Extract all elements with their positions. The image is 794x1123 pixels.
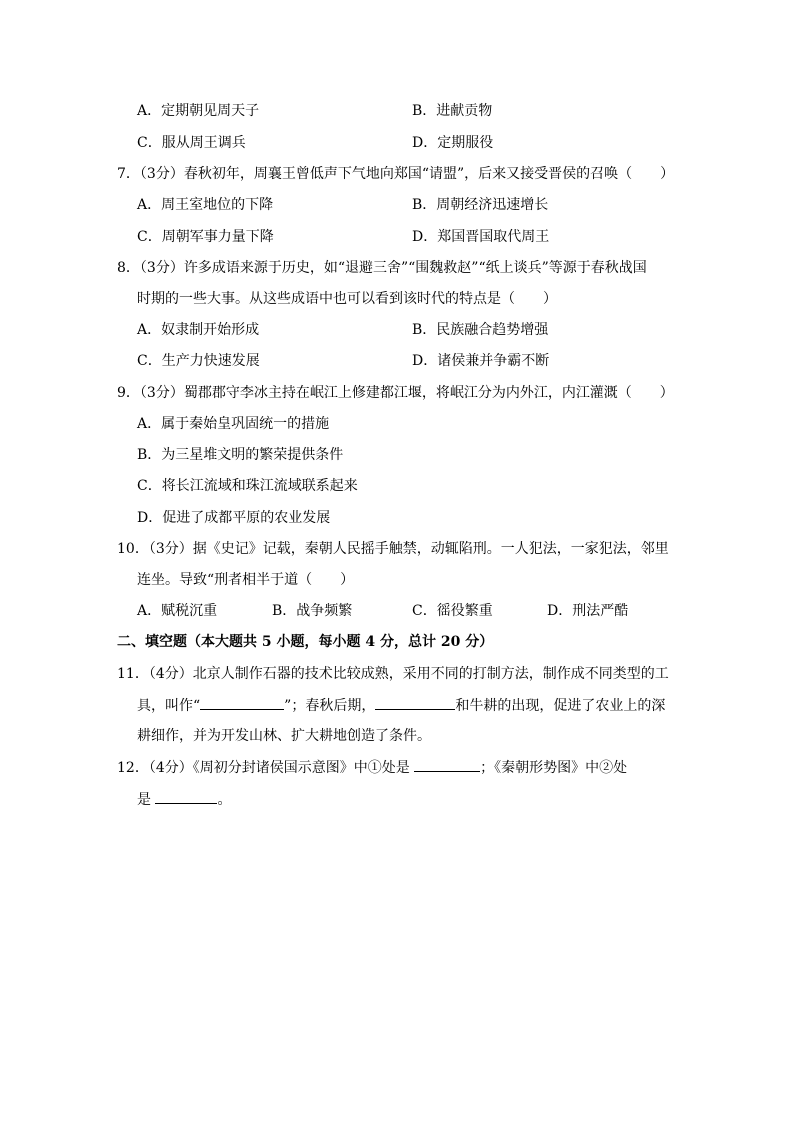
q10-option-a: A．赋税沉重	[137, 603, 218, 619]
q11-stem-line-1: 11．（4分）北京人制作石器的技术比较成熟，采用不同的打制方法，制作成不同类型的工	[117, 666, 669, 682]
q10-stem-line-1: 10．（3分）据《史记》记载，秦朝人民摇手触禁，动辄陷刑。一人犯法，一家犯法，邻里	[117, 541, 669, 557]
q6-option-d: D．定期服役	[412, 135, 494, 151]
q6-option-c: C．服从周王调兵	[137, 135, 246, 151]
q12-stem-line-1	[117, 757, 627, 778]
q7-option-b: B．周朝经济迅速增长	[412, 197, 549, 213]
q12-text-part-3: 是	[137, 792, 156, 808]
q12-text-part-2: ；《秦朝形势图》中②处	[480, 760, 628, 776]
q8-stem-line-1: 8．（3分）许多成语来源于历史，如“退避三舍”“围魏救赵”“纸上谈兵”等源于春秋战国	[117, 260, 647, 276]
q6-option-b: B．进献贡物	[412, 103, 493, 119]
q11-stem-line-3: 耕细作，并为开发山林、扩大耕地创造了条件。	[137, 728, 431, 744]
q10-option-c: C．徭役繁重	[412, 603, 493, 619]
q11-blank-2[interactable]	[375, 695, 455, 710]
q6-option-a: A．定期朝见周天子	[137, 103, 260, 119]
q8-option-a: A．奴隶制开始形成	[137, 322, 260, 338]
q11-text-part-3: 和牛耕的出现，促进了农业上的深	[455, 698, 666, 714]
q9-stem: 9．（3分）蜀郡郡守李冰主持在岷江上修建都江堰，将岷江分为内外江，内江灌溉（ ）	[117, 385, 674, 401]
q9-option-d: D．促进了成都平原的农业发展	[137, 510, 331, 526]
q8-option-b: B．民族融合趋势增强	[412, 322, 549, 338]
q7-option-c: C．周朝军事力量下降	[137, 229, 274, 245]
q7-option-a: A．周王室地位的下降	[137, 197, 274, 213]
q12-text-part-1: 12．（4分）《周初分封诸侯国示意图》中①处是	[117, 760, 415, 776]
q12-text-part-4: 。	[217, 792, 232, 808]
q7-option-d: D．郑国晋国取代周王	[412, 229, 550, 245]
q11-text-part-2: ”；春秋后期，	[284, 698, 376, 714]
q11-stem-line-2	[137, 695, 665, 716]
q12-blank-1[interactable]	[414, 757, 480, 772]
q9-option-a: A．属于秦始皇巩固统一的措施	[137, 416, 330, 432]
q11-blank-1[interactable]	[200, 695, 284, 710]
q9-option-c: C．将长江流域和珠江流域联系起来	[137, 478, 358, 494]
q12-stem-line-2	[137, 789, 231, 810]
q8-option-c: C．生产力快速发展	[137, 353, 260, 369]
q9-option-b: B．为三星堆文明的繁荣提供条件	[137, 447, 344, 463]
q8-stem-line-2: 时期的一些大事。从这些成语中也可以看到该时代的特点是（ ）	[137, 291, 557, 307]
section-heading-fill-in: 二、填空题（本大题共 5 小题，每小题 4 分，总计 20 分）	[117, 634, 494, 650]
q10-stem-line-2: 连坐。导致“刑者相半于道（ ）	[137, 572, 355, 588]
q12-blank-2[interactable]	[155, 789, 217, 804]
q11-text-part-1: 具，叫作“	[137, 698, 201, 714]
q8-option-d: D．诸侯兼并争霸不断	[412, 353, 550, 369]
q10-option-d: D．刑法严酷	[547, 603, 629, 619]
q10-option-b: B．战争频繁	[272, 603, 353, 619]
q7-stem: 7．（3分）春秋初年，周襄王曾低声下气地向郑国“请盟”，后来又接受晋侯的召唤（ ）	[117, 166, 675, 182]
